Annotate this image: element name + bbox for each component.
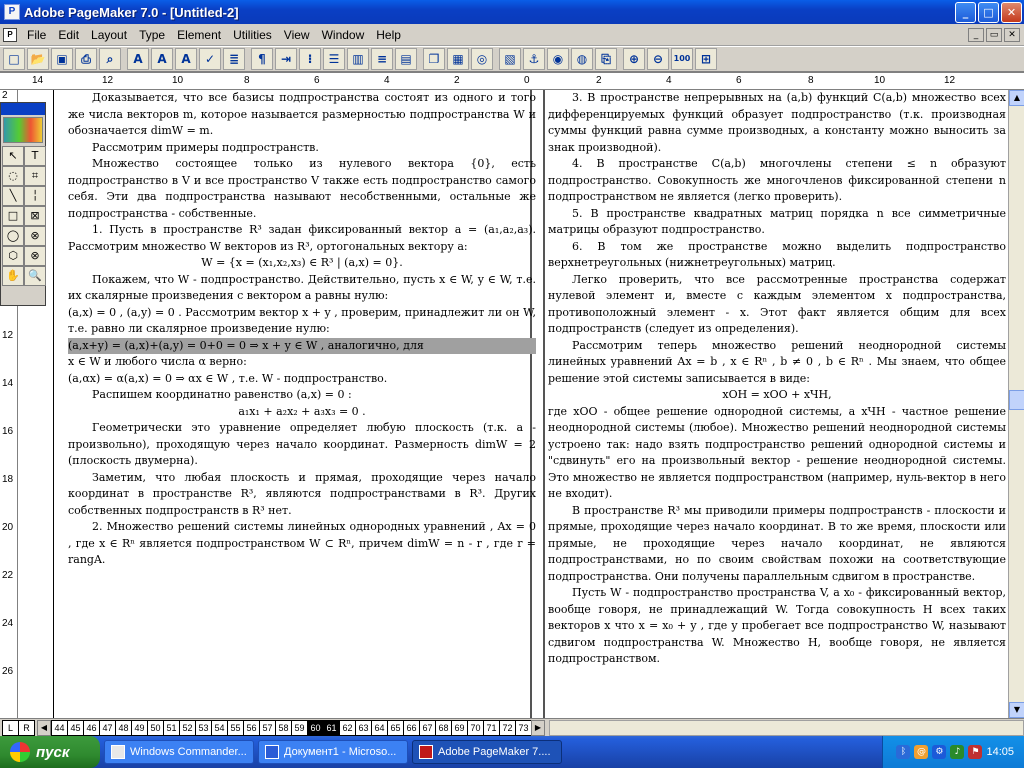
ruler-label: 26 [2,666,14,677]
app-icon [111,745,125,759]
page-icon-70[interactable]: 70 [467,720,484,736]
page-icon-56[interactable]: 56 [243,720,260,736]
text-paragraph[interactable]: x ∈ W и любого числа α верно: [68,355,247,368]
ruler-label: 2 [596,75,602,86]
menu-help[interactable]: Help [376,27,401,42]
vertical-scrollbar[interactable] [1008,90,1024,718]
doc-close-button[interactable]: ✕ [1004,28,1020,42]
toolbox-titlebar[interactable] [1,103,45,115]
page-icon-53[interactable]: 53 [195,720,212,736]
page-icon-73[interactable]: 73 [515,720,532,736]
font-shrink-icon[interactable]: A [175,48,197,70]
ruler-label: 12 [944,75,956,86]
indent-icon[interactable]: ⇥ [275,48,297,70]
hand-tool-icon[interactable]: ✋ [2,266,24,286]
ruler-label: 0 [524,75,530,86]
ruler-label: 14 [32,75,44,86]
menu-type[interactable]: Type [139,27,166,42]
bluetooth-icon[interactable]: ᛒ [896,745,910,759]
master-left-page[interactable]: L [2,720,19,736]
taskbar-button-label: Windows Commander... [130,746,247,758]
page-scroll-right-icon[interactable]: ▶ [531,720,545,736]
page-icon-58[interactable]: 58 [275,720,292,736]
page-icon-55[interactable]: 55 [227,720,244,736]
page-icon-66[interactable]: 66 [403,720,420,736]
page-icon-61[interactable]: 61 [323,720,340,736]
paste-icon[interactable]: ▦ [447,48,469,70]
windows-logo-icon [10,742,30,762]
page-icon-67[interactable]: 67 [419,720,436,736]
ruler-label: 16 [2,426,14,437]
horizontal-scrollbar[interactable] [549,720,1024,736]
page-icon-54[interactable]: 54 [211,720,228,736]
align-icon[interactable]: ≡ [371,48,393,70]
pasteboard[interactable] [18,90,1008,718]
cut-icon[interactable]: ◎ [471,48,493,70]
page-icon-65[interactable]: 65 [387,720,404,736]
text-paragraph[interactable]: 6. В том же пространстве можно выделить подпространство верхнетреугольных (нижнетреугольных) матриц. [548,239,1006,269]
ruler-label: 2 [2,90,8,101]
messenger-icon[interactable]: @ [914,745,928,759]
text-paragraph[interactable]: W = {x = (x₁,x₂,x₃) ∈ R³ | (a,x) = 0}. [201,256,403,269]
line-tool-icon[interactable]: ╲ [2,186,24,206]
ruler-label: 12 [2,330,14,341]
text-paragraph[interactable]: Геометрически это уравнение определяет любую плоскость (т.к. a - произвольно), проходящую через начало координат. Размерность dimW = 2 (плоскость двумерна). [68,421,536,467]
text-paragraph[interactable]: 1. Пусть в пространстве R³ задан фиксированный вектор a = (a₁,a₂,a₃). Рассмотрим множество W векторов из R³, ортогональных вектору a: [68,223,536,253]
system-tray [882,736,1024,768]
text-paragraph[interactable]: Множество состоящее только из нулевого вектора {0}, есть подпространство в V и все пространство V также есть подпространство самого себя. Эти два подпространства называют несобственными, остальные же подпространства - собственные. [68,157,536,220]
text-tool-icon[interactable]: T [24,146,46,166]
text-paragraph[interactable]: 4. В пространстве C(a,b) многочлены степени ≤ n образуют подпространство. Совокупность же многочленов фиксированной степени n подпространством не является (легко проверить). [548,157,1006,203]
photo-icon[interactable]: ◉ [547,48,569,70]
page-icon-60[interactable]: 60 [307,720,324,736]
app-icon [419,745,433,759]
window-title: Adobe PageMaker 7.0 - [Untitled-2] [24,4,239,20]
page-icon-45[interactable]: 45 [67,720,84,736]
left-page[interactable] [68,90,536,710]
text-paragraph[interactable]: Покажем, что W - подпространство. Действительно, пусть x ∈ W, y ∈ W, т.е. их скалярные произведения с вектором a равны нулю: [68,272,536,302]
master-right-page[interactable]: R [18,720,35,736]
ruler-label: 22 [2,570,14,581]
start-label: пуск [36,743,70,761]
zoom-in-icon[interactable]: ⊕ [623,48,645,70]
ruler-label: 12 [102,75,114,86]
ruler-label: 4 [666,75,672,86]
ruler-label: 6 [314,75,320,86]
page-icon-52[interactable]: 52 [179,720,196,736]
crop-tool-icon[interactable]: ⌗ [24,166,46,186]
polygon-tool-icon[interactable]: ⬡ [2,246,24,266]
page-icon-64[interactable]: 64 [371,720,388,736]
text-paragraph[interactable]: Заметим, что любая плоскость и прямая, проходящие через начало координат в пространстве R³, являются подпространствами в R³. Других собственных подпространств в R³ нет. [68,470,536,517]
taskbar-buttons [100,740,562,764]
page-icon-46[interactable]: 46 [83,720,100,736]
document-icon[interactable]: P [3,28,17,42]
maximize-button[interactable]: □ [978,2,999,23]
volume-icon[interactable]: ♪ [950,745,964,759]
menu-bar [0,24,1024,46]
fit-icon[interactable]: ⊞ [695,48,717,70]
minimize-button[interactable]: _ [955,2,976,23]
text-paragraph[interactable]: Легко проверить, что все рассмотренные пространства содержат нулевой элемент и, вместе с каждым элементом x подпространства, противоположный элемент - x. Этот факт является общим для всех подпространств (следует из определения). [548,272,1006,335]
globe-icon[interactable]: ◍ [571,48,593,70]
save-icon[interactable]: ▣ [51,48,73,70]
page-bar [0,718,1024,736]
toolbar [0,46,1024,72]
ruler-label: 4 [384,75,390,86]
page-icon-48[interactable]: 48 [115,720,132,736]
taskbar-button[interactable] [258,740,408,764]
pointer-tool-icon[interactable]: ↖ [2,146,24,166]
doc-minimize-button[interactable]: _ [968,28,984,42]
close-button[interactable]: ✕ [1001,2,1022,23]
page-icon-59[interactable]: 59 [291,720,308,736]
print-icon[interactable]: ⎙ [75,48,97,70]
ruler-label: 2 [454,75,460,86]
styles-icon[interactable]: ≣ [223,48,245,70]
frame-icon[interactable]: ▤ [395,48,417,70]
ellipse-frame-tool-icon[interactable]: ⊗ [24,226,46,246]
scroll-up-icon[interactable]: ▲ [1009,90,1024,106]
ruler-label: 18 [2,474,14,485]
menu-file[interactable]: File [27,27,47,42]
page-icon-69[interactable]: 69 [451,720,468,736]
page-icon-62[interactable]: 62 [339,720,356,736]
page-icon-51[interactable]: 51 [163,720,180,736]
clock: 14:05 [986,746,1014,758]
text-paragraph[interactable]: Рассмотрим примеры подпространств. [92,140,319,154]
page-icon-44[interactable]: 44 [51,720,68,736]
find-icon[interactable]: ⌕ [99,48,121,70]
text-paragraph[interactable]: (a,x+y) = (a,x)+(a,y) = 0+0 = 0 ⇒ x + y ∈ W , аналогично, для [68,338,536,355]
list-icon[interactable]: ☰ [323,48,345,70]
text-paragraph[interactable]: Пусть W - подпространство пространства V, а x₀ - фиксированный вектор, вообще говоря, не принадлежащий W. Тогда совокупность H всех таких векторов x что x = x₀ + y , где y пробегает все подпространство W, называют сдвигом подпространства W. Множество H, вообще говоря, не является подпространством. [548,586,1006,665]
start-button[interactable] [0,736,100,768]
toolbox-palette[interactable] [0,102,46,306]
taskbar-button-label: Adobe PageMaker 7.... [438,746,551,758]
page-icons [51,720,531,736]
taskbar-button-label: Документ1 - Microso... [284,746,397,758]
ruler-label: 20 [2,522,14,533]
menu-layout[interactable]: Layout [91,27,128,42]
zoom-tool-icon[interactable]: 🔍 [24,266,46,286]
ruler-label: 24 [2,618,14,629]
font-icon[interactable]: A [127,48,149,70]
rectangle-tool-icon[interactable]: □ [2,206,24,226]
text-paragraph[interactable]: 3. В пространстве непрерывных на (a,b) функций C(a,b) множество всех дифференцируемых функций образует подпространство (т.к. производная суммы функций равна сумме производных, а константу можно выносить за знак производной). [548,91,1006,154]
scroll-down-icon[interactable]: ▼ [1009,702,1024,718]
rectangle-frame-tool-icon[interactable]: ⊠ [24,206,46,226]
menu-utilities[interactable]: Utilities [233,27,272,42]
doc-restore-button[interactable]: ▭ [986,28,1002,42]
ruler-label: 10 [874,75,886,86]
page-icon-63[interactable]: 63 [355,720,372,736]
security-icon[interactable]: ⚑ [968,745,982,759]
menu-edit[interactable]: Edit [58,27,80,42]
pagemaker-app-icon[interactable]: P [4,4,20,20]
text-paragraph[interactable]: (a,x) = 0 , (a,y) = 0 . Рассмотрим вектор x + y , проверим, принадлежит ли он W, т.е. равно ли скалярное произведение нулю: [68,305,536,335]
text-paragraph[interactable]: (a,αx) = α(a,x) = 0 ⇒ αx ∈ W , т.е. W - подпространство. [68,371,388,385]
zoom-100-icon[interactable]: 100 [671,48,693,70]
text-paragraph[interactable]: Рассмотрим теперь множество решений неоднородной системы линейных уравнений Ax = b , x ∈ Rⁿ , b ≠ 0 , b ∈ Rⁿ . Мы знаем, что общее решение этой системы записывается в виде: [548,338,1006,385]
menu-element[interactable]: Element [177,27,222,42]
ruler-label: 10 [172,75,184,86]
link-icon[interactable]: ⚓ [523,48,545,70]
page-icon-68[interactable]: 68 [435,720,452,736]
text-paragraph[interactable]: a₁x₁ + a₂x₂ + a₃x₃ = 0 . [238,404,366,418]
spell-icon[interactable]: ✓ [199,48,221,70]
image-icon[interactable]: ▧ [499,48,521,70]
text-paragraph[interactable]: Доказывается, что все базисы подпространства состоят из одного и того же числа векторов m, которое называется размерностью подпространства W и обозначается dimW = m. [68,91,536,137]
columns-icon[interactable]: ▥ [347,48,369,70]
text-paragraph[interactable]: Распишем координатно равенство (a,x) = 0 : [92,388,352,401]
ruler-label: 8 [808,75,814,86]
page-icon-71[interactable]: 71 [483,720,500,736]
constrained-line-tool-icon[interactable]: ╎ [24,186,46,206]
network-icon[interactable]: ⚙ [932,745,946,759]
bullets-icon[interactable]: ⁝ [299,48,321,70]
horizontal-ruler[interactable] [0,72,1024,90]
right-page[interactable] [548,90,1006,710]
page-icon-72[interactable]: 72 [499,720,516,736]
page-icon-57[interactable]: 57 [259,720,276,736]
menu-window[interactable]: Window [321,27,365,42]
text-paragraph[interactable]: xОН = xОО + xЧН, [722,388,832,401]
text-paragraph[interactable]: 2. Множество решений системы линейных однородных уравнений , Ax = 0 , где x ∈ Rⁿ является подпространством W ⊂ Rⁿ, причем dimW = n - r , где r = rangA. [68,520,536,566]
app-icon [265,745,279,759]
taskbar [0,736,1024,768]
open-icon[interactable]: 📂 [27,48,49,70]
zoom-out-icon[interactable]: ⊖ [647,48,669,70]
text-paragraph[interactable]: 5. В пространстве квадратных матриц порядка n все симметричные матрицы образуют подпространство. [548,206,1006,236]
pilcrow-icon[interactable]: ¶ [251,48,273,70]
ruler-label: 6 [736,75,742,86]
taskbar-button[interactable] [104,740,254,764]
copy-icon[interactable]: ❐ [423,48,445,70]
ruler-label: 8 [244,75,250,86]
text-paragraph[interactable]: В пространстве R³ мы приводили примеры подпространств - плоскости и прямые, проходящие через начало координат. В то же время, плоскости или прямые, не проходящие через начало координат, не являются подпространствами, но по своим свойствам похожи на соответствующие подпространства. Они получены параллельным сдвигом в пространстве. [548,503,1006,583]
page-icon-49[interactable]: 49 [131,720,148,736]
new-icon[interactable]: □ [3,48,25,70]
polygon-frame-tool-icon[interactable]: ⊗ [24,246,46,266]
rotate-tool-icon[interactable]: ◌ [2,166,24,186]
pdf-icon[interactable]: ⎘ [595,48,617,70]
page-icon-50[interactable]: 50 [147,720,164,736]
scroll-thumb[interactable] [1009,390,1024,410]
title-bar [0,0,1024,24]
page-scroll-left-icon[interactable]: ◀ [37,720,51,736]
taskbar-button[interactable] [412,740,562,764]
ellipse-tool-icon[interactable]: ◯ [2,226,24,246]
menu-view[interactable]: View [283,27,310,42]
text-paragraph[interactable]: где xОО - общее решение однородной системы, а xЧН - частное решение неоднородной системы (любое). Множество решений неоднородной системы устроено так: надо взять подпространство решений однородной системы и "сдвинуть" его на произвольный вектор - решение неоднородной системы. Это множество не является подпространством (например, нуль-вектор в него не входит). [548,404,1006,500]
font-grow-icon[interactable]: A [151,48,173,70]
color-palette-icon[interactable] [3,117,43,143]
ruler-label: 14 [2,378,14,389]
page-icon-47[interactable]: 47 [99,720,116,736]
